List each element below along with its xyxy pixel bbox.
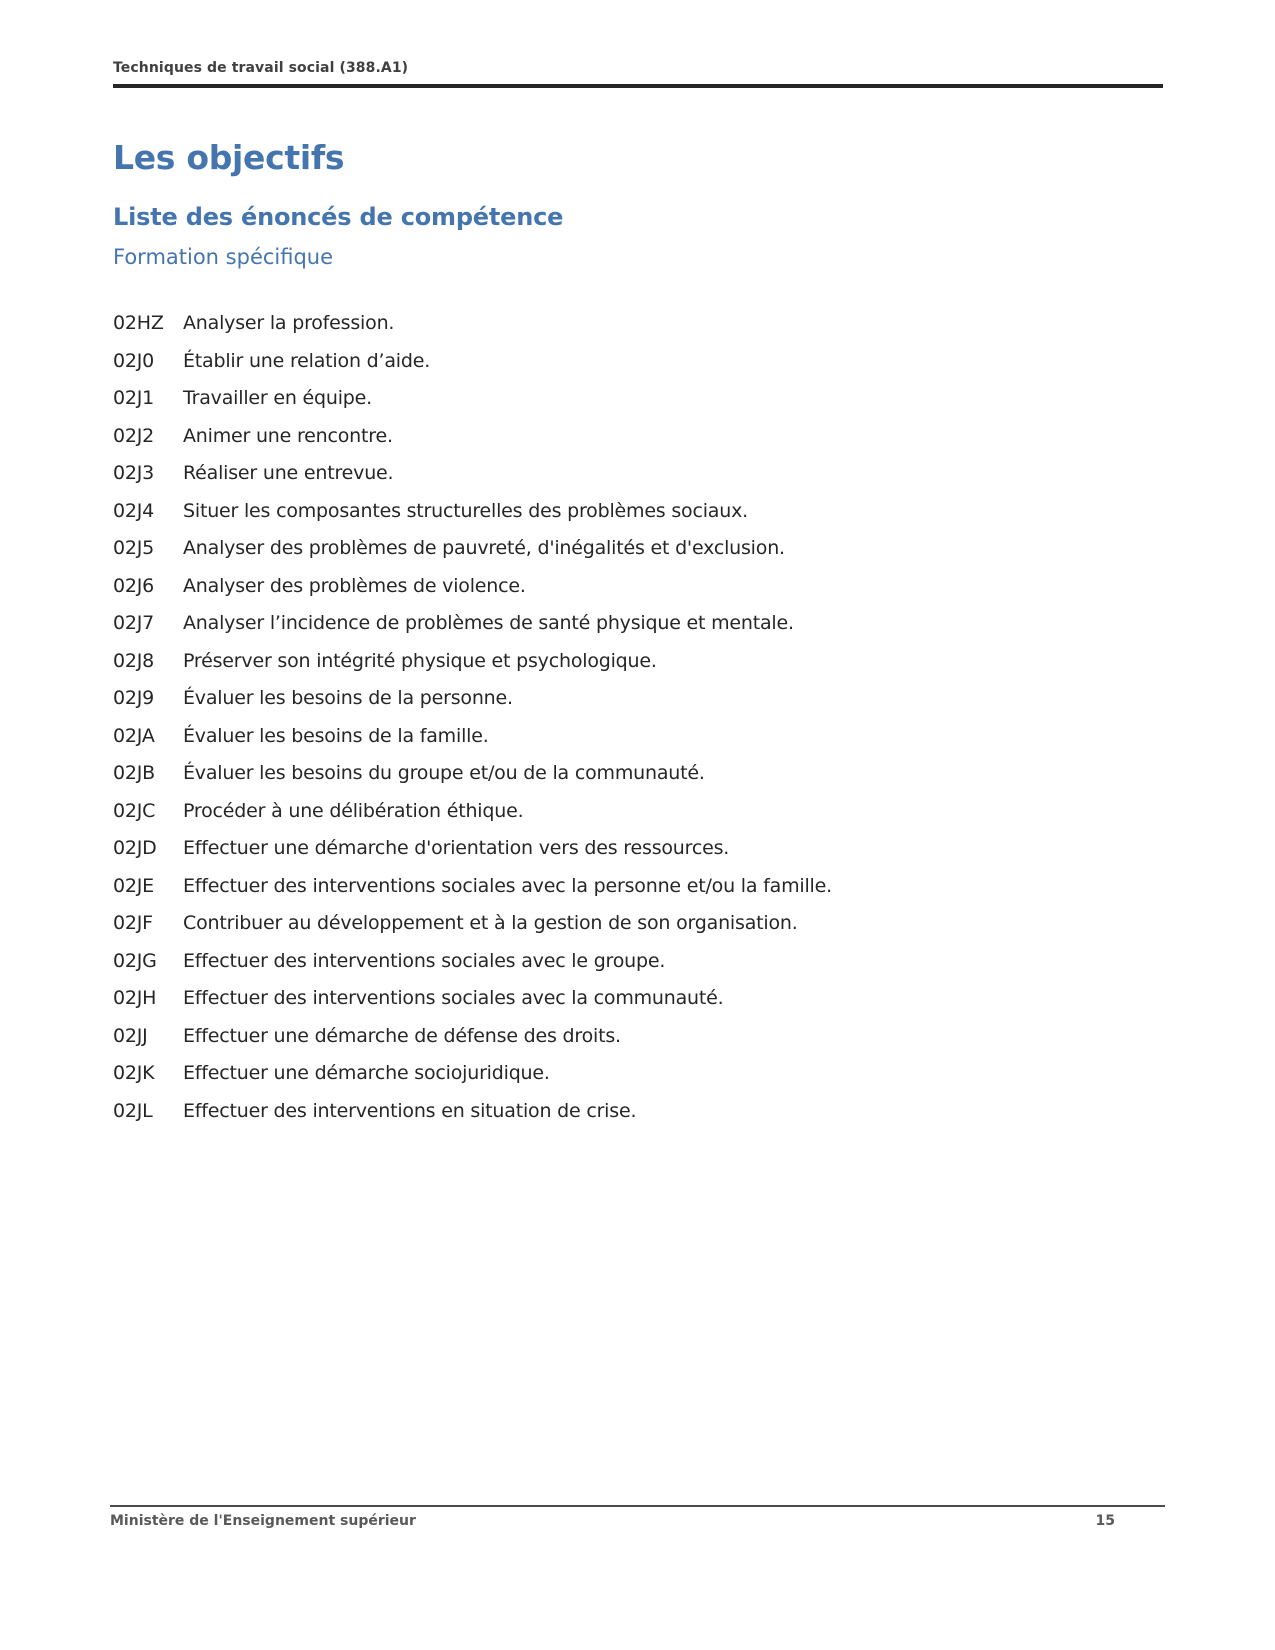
competency-code: 02JB <box>113 762 156 784</box>
page-title: Les objectifs <box>113 138 345 177</box>
page-header <box>113 60 1163 88</box>
competency-code: 02J7 <box>113 612 155 634</box>
competency-code: 02JF <box>113 912 153 934</box>
list-item <box>113 987 1175 1010</box>
competency-code: 02JJ <box>113 1024 148 1047</box>
competency-description: Effectuer des interventions en situation de crise. <box>183 1099 637 1122</box>
list-item <box>113 350 1175 373</box>
list-item <box>113 1025 1175 1048</box>
list-item <box>113 575 1175 598</box>
competency-description: Évaluer les besoins de la personne. <box>183 687 513 709</box>
list-item <box>113 650 1175 673</box>
competency-description: Établir une relation d’aide. <box>183 349 431 372</box>
list-item <box>113 687 1175 710</box>
list-item <box>113 950 1175 973</box>
competency-description: Évaluer les besoins du groupe et/ou de la communauté. <box>183 762 705 784</box>
competency-code: 02JH <box>113 987 157 1009</box>
footer-page-number: 15 <box>1095 1513 1115 1529</box>
competency-code: 02J5 <box>113 537 155 559</box>
competency-description: Contribuer au développement et à la gestion de son organisation. <box>183 912 798 934</box>
section-label: Formation spécifique <box>113 245 334 269</box>
competency-description: Travailler en équipe. <box>183 387 372 409</box>
competency-code: 02JG <box>113 949 157 972</box>
competency-code: 02JD <box>113 837 157 859</box>
competency-code: 02J1 <box>113 387 155 409</box>
competency-list <box>113 312 1175 1137</box>
competency-description: Analyser des problèmes de pauvreté, d'inégalités et d'exclusion. <box>183 537 785 559</box>
competency-description: Préserver son intégrité physique et psychologique. <box>183 649 657 672</box>
competency-description: Réaliser une entrevue. <box>183 462 394 484</box>
competency-code: 02JK <box>113 1062 155 1084</box>
competency-code: 02J6 <box>113 574 155 597</box>
competency-code: 02J0 <box>113 349 155 372</box>
header-title: Techniques de travail social (388.A1) <box>113 60 409 76</box>
list-item <box>113 875 1175 898</box>
list-item <box>113 612 1175 635</box>
competency-code: 02J8 <box>113 649 155 672</box>
list-item <box>113 312 1175 335</box>
list-item <box>113 837 1175 860</box>
competency-description: Effectuer des interventions sociales avec la communauté. <box>183 987 724 1009</box>
competency-description: Effectuer des interventions sociales avec la personne et/ou la famille. <box>183 874 832 897</box>
list-item <box>113 537 1175 560</box>
competency-description: Analyser l’incidence de problèmes de santé physique et mentale. <box>183 612 794 634</box>
competency-code: 02HZ <box>113 312 164 334</box>
competency-code: 02JE <box>113 874 154 897</box>
competency-description: Animer une rencontre. <box>183 424 393 447</box>
page-footer <box>110 1505 1165 1529</box>
list-item <box>113 500 1175 523</box>
competency-description: Analyser la profession. <box>183 312 395 334</box>
competency-code: 02JC <box>113 799 156 822</box>
competency-description: Évaluer les besoins de la famille. <box>183 724 489 747</box>
competency-description: Effectuer une démarche sociojuridique. <box>183 1062 550 1084</box>
competency-code: 02JA <box>113 724 155 747</box>
competency-description: Analyser des problèmes de violence. <box>183 574 526 597</box>
competency-code: 02JL <box>113 1099 153 1122</box>
competency-description: Procéder à une délibération éthique. <box>183 799 524 822</box>
list-item <box>113 800 1175 823</box>
list-item <box>113 725 1175 748</box>
competency-description: Effectuer des interventions sociales avec le groupe. <box>183 949 666 972</box>
list-item <box>113 462 1175 485</box>
competency-code: 02J4 <box>113 499 155 522</box>
competency-code: 02J2 <box>113 424 155 447</box>
competency-code: 02J3 <box>113 462 155 484</box>
competency-description: Effectuer une démarche de défense des droits. <box>183 1024 621 1047</box>
competency-description: Effectuer une démarche d'orientation vers des ressources. <box>183 837 730 859</box>
competency-description: Situer les composantes structurelles des problèmes sociaux. <box>183 499 748 522</box>
list-item <box>113 425 1175 448</box>
list-item <box>113 1062 1175 1085</box>
footer-ministry: Ministère de l'Enseignement supérieur <box>110 1513 416 1529</box>
list-item <box>113 912 1175 935</box>
section-subtitle: Liste des énoncés de compétence <box>113 203 564 231</box>
list-item <box>113 762 1175 785</box>
competency-code: 02J9 <box>113 687 155 709</box>
list-item <box>113 1100 1175 1123</box>
list-item <box>113 387 1175 410</box>
